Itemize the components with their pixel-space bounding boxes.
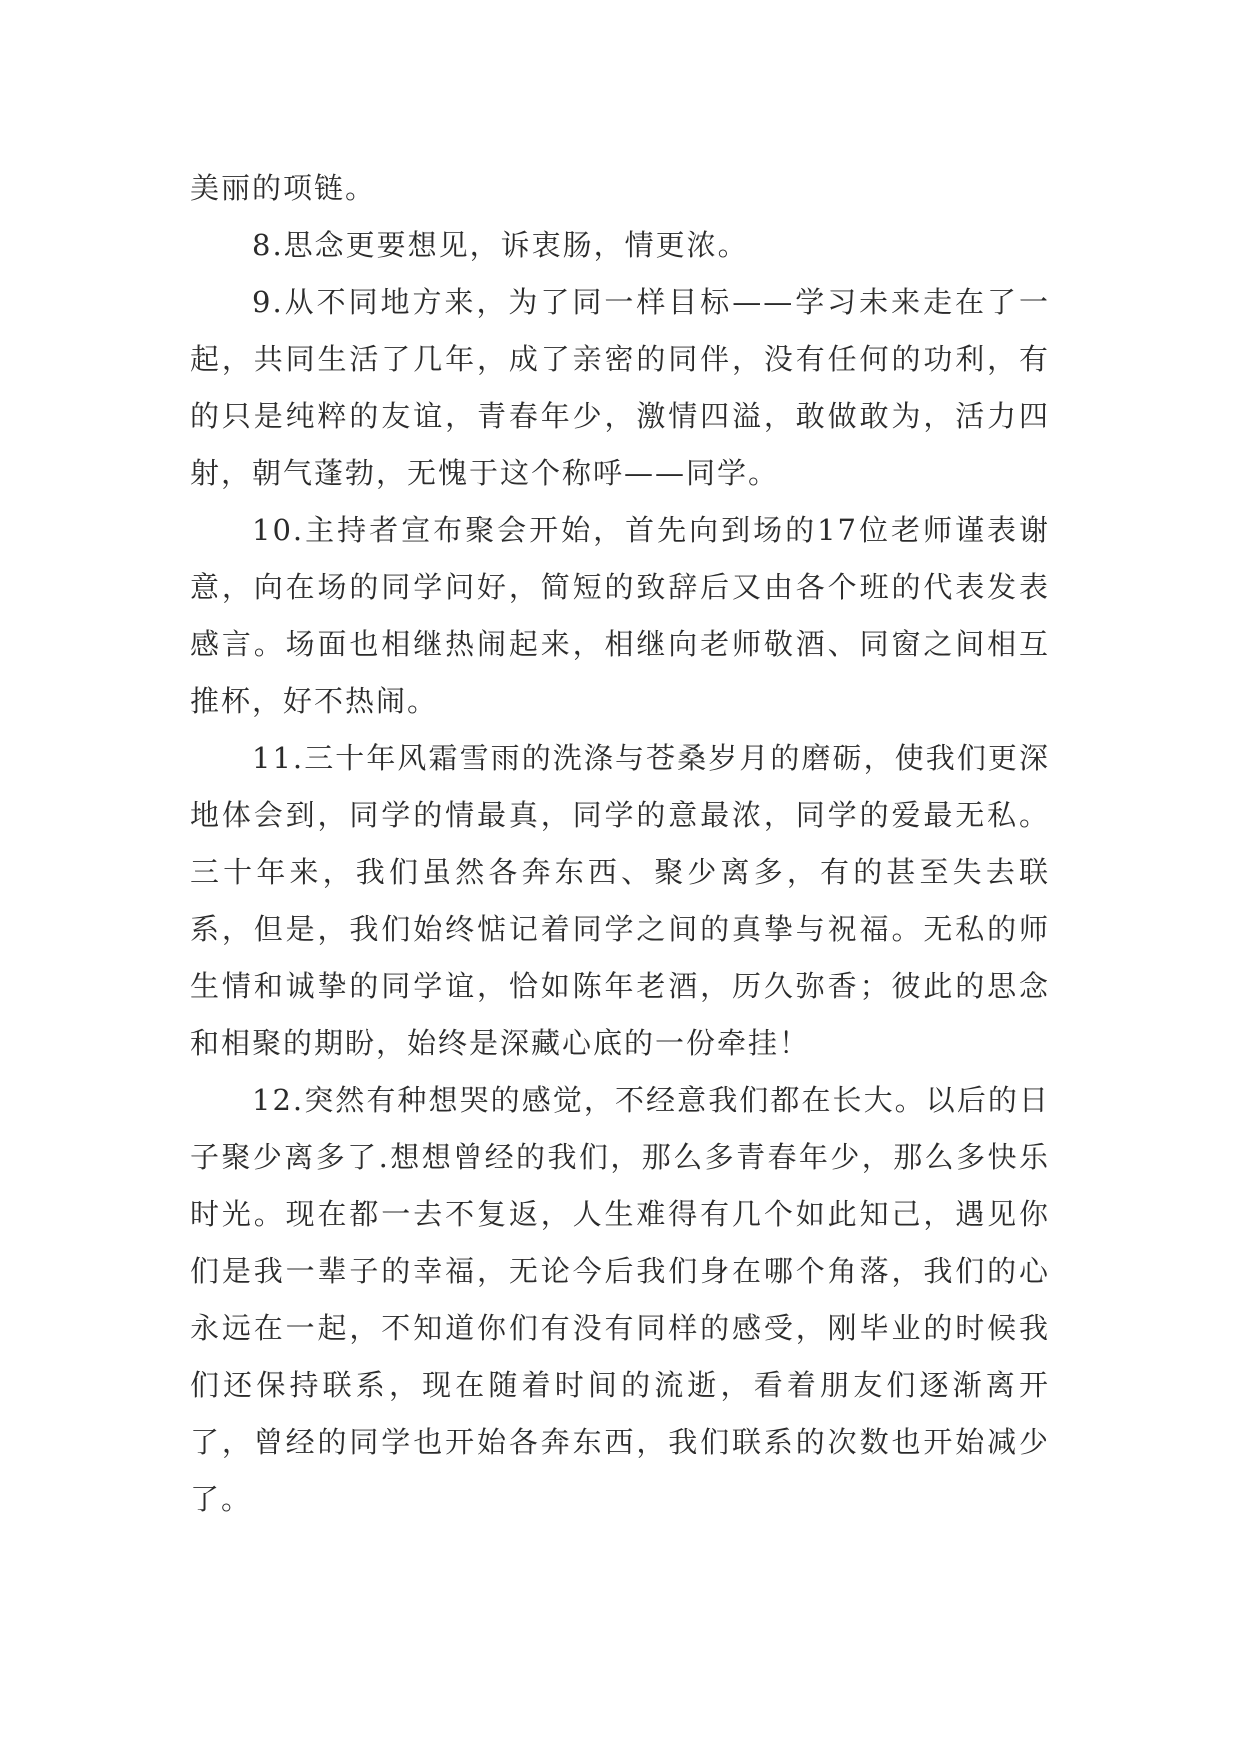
paragraph-item-10: 10.主持者宣布聚会开始，首先向到场的17位老师谨表谢意，向在场的同学问好，简短的致辞后又由各个班的代表发表感言。场面也相继热闹起来，相继向老师敬酒、同窗之间相互推杯，好不热闹。 bbox=[190, 513, 1050, 718]
paragraph-item-8: 8.思念更要想见，诉衷肠，情更浓。 bbox=[252, 228, 749, 262]
paragraph-item-12: 12.突然有种想哭的感觉，不经意我们都在长大。以后的日子聚少离多了.想想曾经的我们，那么多青春年少，那么多快乐时光。现在都一去不复返，人生难得有几个如此知己，遇见你们是我一辈子的幸福，无论今后我们身在哪个角落，我们的心永远在一起，不知道你们有没有同样的感受，刚毕业的时候我们还保持联系，现在随着时间的流逝，看着朋友们逐渐离开了，曾经的同学也开始各奔东西，我们联系的次数也开始减少了。 bbox=[190, 1083, 1050, 1516]
paragraph-continuation: 美丽的项链。 bbox=[190, 171, 377, 205]
paragraph-item-9: 9.从不同地方来，为了同一样目标——学习未来走在了一起，共同生活了几年，成了亲密的同伴，没有任何的功利，有的只是纯粹的友谊，青春年少，激情四溢，敢做敢为，活力四射，朝气蓬勃，无愧于这个称呼——同学。 bbox=[190, 285, 1050, 490]
document-body bbox=[190, 160, 1050, 1528]
paragraph-item-11: 11.三十年风霜雪雨的洗涤与苍桑岁月的磨砺，使我们更深地体会到，同学的情最真，同学的意最浓，同学的爱最无私。三十年来，我们虽然各奔东西、聚少离多，有的甚至失去联系，但是，我们始终惦记着同学之间的真挚与祝福。无私的师生情和诚挚的同学谊，恰如陈年老酒，历久弥香；彼此的思念和相聚的期盼，始终是深藏心底的一份牵挂！ bbox=[190, 741, 1050, 1060]
